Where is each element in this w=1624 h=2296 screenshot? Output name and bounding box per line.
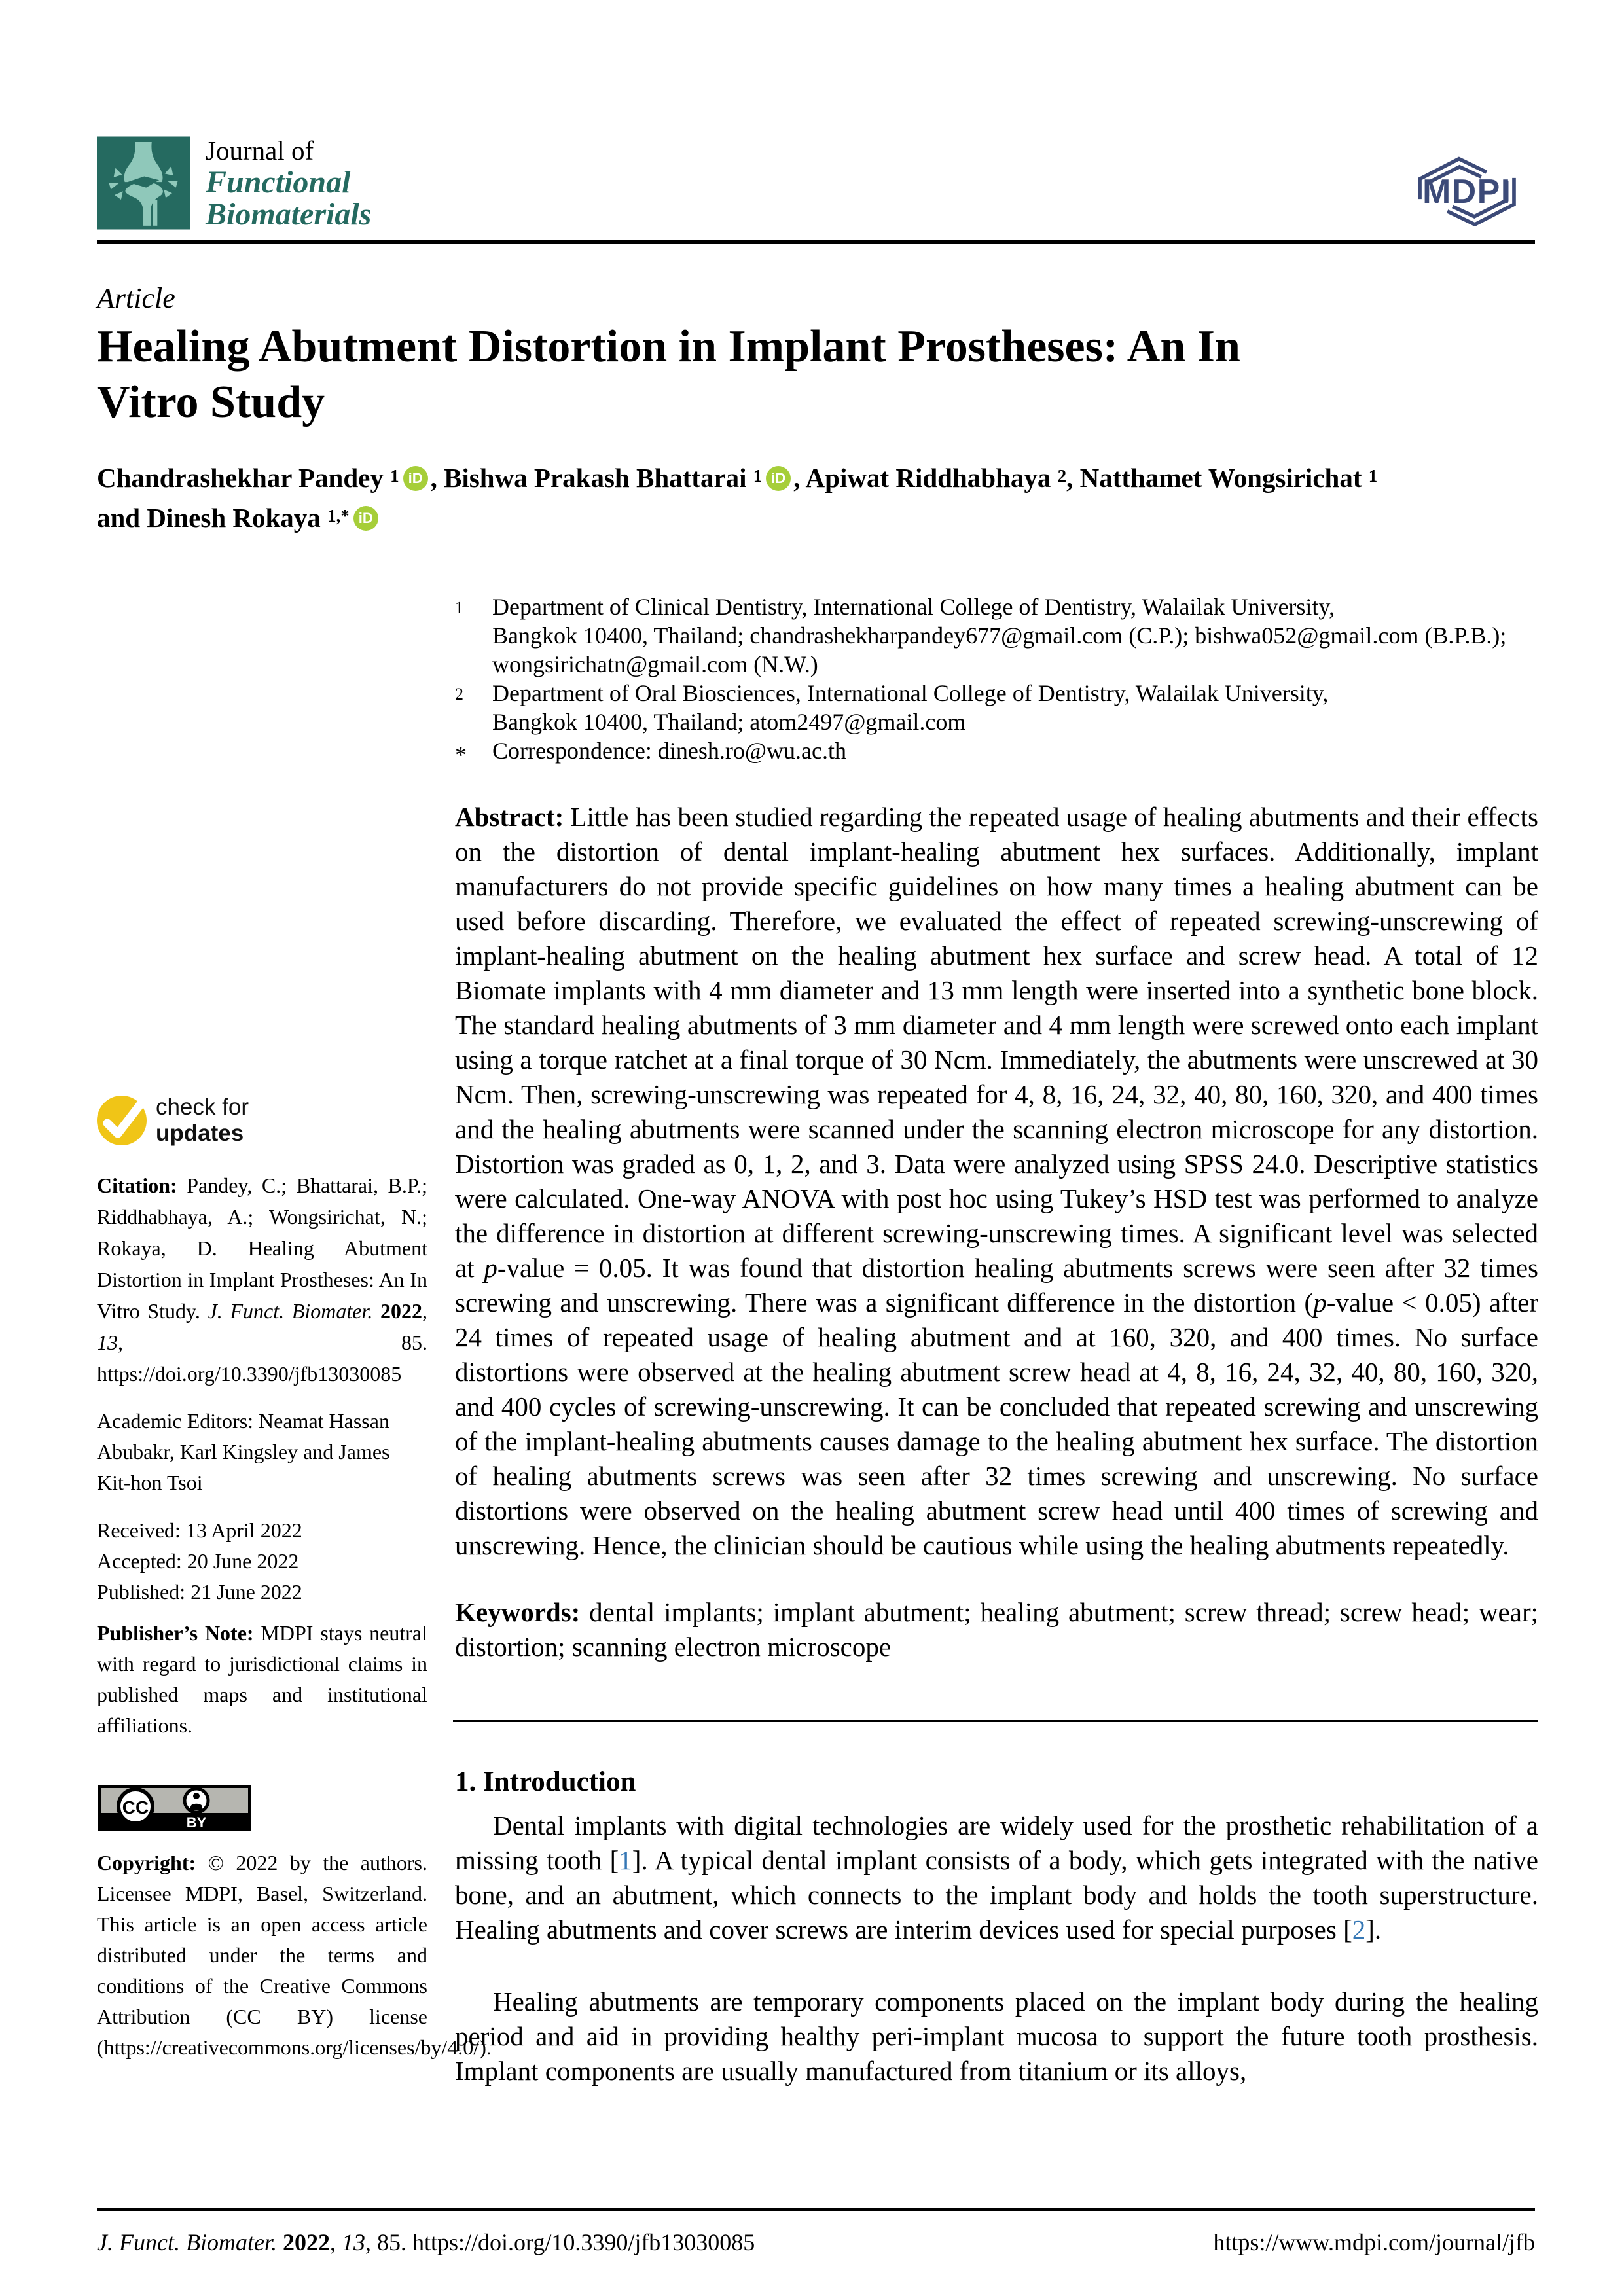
footer-citation (97, 2229, 755, 2256)
paragraph-text: Dental implants with digital technologies are widely used for the prosthetic rehabilitation of a missing tooth [ (455, 1810, 1538, 1875)
author-affiliation-sup: 1,* (327, 506, 350, 526)
author-affiliation-sup: 1 (390, 466, 399, 486)
mdpi-logo (1406, 145, 1528, 232)
accepted-date: Accepted: 20 June 2022 (97, 1549, 299, 1573)
orcid-icon[interactable]: iD (403, 466, 428, 491)
abstract-text: -value < 0.05) after 24 times of repeated usage of healing abutment and at 160, 320, and 400 times. No surface distortions were observed at the healing abutment screw head at 4, 8, 16, 24, 32, 40, 80, 160, 320, and 400 cycles of screwing-unscrewing. It can be concluded that repeated screwing and unscrewing of the implant-healing abutments causes damage to the healing abutment hex surface. The distortion of healing abutments screws was seen after 32 times screwing and unscrewing. No surface distortions were observed on the healing abutment screw head until 400 times of screwing and unscrewing. Hence, the clinician should be cautious while using the healing abutments repeatedly. (455, 1287, 1539, 1560)
affiliation-line: Bangkok 10400, Thailand; atom2497@gmail.com (492, 709, 966, 735)
copyright-text: © 2022 by the authors. Licensee MDPI, Basel, Switzerland. This article is an open access article distributed under the terms and conditions of the Creative Commons Attribution (CC BY) license (https://creativecommons.org/licenses/by/4.0/). (97, 1851, 492, 2059)
paragraph-text: ]. (1365, 1914, 1382, 1945)
mdpi-logo-text: MDPI (1422, 171, 1511, 210)
history-dates (97, 1515, 427, 1607)
affiliation-2 (455, 679, 1542, 736)
correspondence-line[interactable]: Correspondence: dinesh.ro@wu.ac.th (492, 738, 847, 764)
knee-joint-icon (97, 136, 190, 230)
reference-link-2[interactable]: 2 (1352, 1914, 1366, 1945)
author-separator: , (793, 463, 806, 493)
keywords-text: dental implants; implant abutment; healing abutment; screw thread; screw head; wear; distortion; scanning electron microscope (455, 1597, 1538, 1662)
author-name: Chandrashekhar Pandey (97, 463, 384, 493)
footer-journal: J. Funct. Biomater. (97, 2229, 283, 2255)
abstract-label: Abstract: (455, 802, 564, 832)
publisher-note (97, 1618, 427, 1741)
abstract-italic-p: p (484, 1253, 497, 1283)
footer-journal-link[interactable]: https://www.mdpi.com/journal/jfb (1213, 2229, 1535, 2255)
author-and: and (97, 503, 147, 533)
journal-name (206, 135, 371, 230)
citation-year: 2022 (380, 1299, 423, 1323)
author-separator: , (430, 463, 444, 493)
cc-by-icon (98, 1785, 251, 1831)
mdpi-hexagon-icon (1406, 145, 1528, 232)
copyright-block (97, 1848, 492, 2063)
title-line-1: Healing Abutment Distortion in Implant Prostheses: An In (97, 321, 1240, 372)
checkmark-icon (97, 1096, 147, 1145)
author-name: Dinesh Rokaya (147, 503, 321, 533)
citation-journal: J. Funct. Biomater. (208, 1299, 381, 1323)
affiliation-1 (455, 592, 1542, 679)
author-separator: , (1066, 463, 1080, 493)
section-heading-introduction: 1. Introduction (455, 1767, 636, 1797)
check-for-updates-icon (97, 1096, 147, 1145)
check-for-updates-text-2: updates (156, 1121, 244, 1146)
author-affiliation-sup: 1 (1368, 466, 1378, 486)
paragraph-text: ]. A typical dental implant consists of a body, which gets integrated with the native bone, and an abutment, which connects to the implant body and holds the tooth superstructure. Healing abutments and cover screws are interim devices used for special purposes [ (455, 1845, 1538, 1945)
abstract-text: -value = 0.05. It was found that distortion healing abutments screws were seen after 32 times screwing and unscrewing. There was a significant difference in the distortion ( (455, 1253, 1538, 1318)
affiliations (455, 592, 1542, 769)
copyright-label: Copyright: (97, 1851, 208, 1874)
cc-text: CC (122, 1797, 149, 1818)
title-line-2: Vitro Study (97, 377, 325, 427)
citation-doi[interactable]: , 85. https://doi.org/10.3390/jfb13030085 (97, 1331, 427, 1386)
affiliation-line: Bangkok 10400, Thailand; chandrashekharpandey677@gmail.com (C.P.); bishwa052@gmail.com (B.P.B.); (492, 622, 1507, 649)
footer-doi-link[interactable]: , 85. https://doi.org/10.3390/jfb13030085 (365, 2229, 755, 2255)
article-type-label: Article (97, 282, 175, 314)
correspondence-marker: * (455, 742, 467, 768)
author-name: Apiwat Riddhabhaya (805, 463, 1051, 493)
publisher-note-label: Publisher’s Note: (97, 1621, 261, 1645)
abstract-italic-p: p (1313, 1287, 1327, 1318)
check-for-updates-badge[interactable] (97, 1094, 249, 1147)
footer-volume: 13 (341, 2229, 365, 2255)
footer-year: 2022 (282, 2229, 330, 2255)
keywords-label: Keywords: (455, 1597, 581, 1627)
introduction-paragraph-1 (455, 1808, 1538, 1947)
affiliation-line: Department of Clinical Dentistry, International College of Dentistry, Walailak University, (492, 594, 1335, 620)
introduction-paragraph-2: Healing abutments are temporary components placed on the implant body during the healing period and aid in providing healthy peri-implant mucosa to support the future tooth prosthesis. Implant components are usually manufactured from titanium or its alloys, (455, 1986, 1538, 2086)
publisher-note-text: MDPI stays neutral with regard to jurisdictional claims in published maps and institutional affiliations. (97, 1621, 427, 1737)
journal-name-line1: Functional (206, 165, 351, 200)
author-affiliation-sup: 1 (753, 466, 763, 486)
check-for-updates-text-1: check for (156, 1094, 249, 1120)
orcid-icon[interactable]: iD (353, 506, 378, 531)
journal-name-line2: Biomaterials (206, 197, 372, 232)
citation-label: Citation: (97, 1174, 187, 1197)
author-name: Bishwa Prakash Bhattarai (444, 463, 747, 493)
author-affiliation-sup: 2 (1057, 466, 1067, 486)
published-date: Published: 21 June 2022 (97, 1580, 302, 1604)
affiliation-marker: 1 (455, 598, 463, 617)
cc-by-badge[interactable] (98, 1785, 251, 1831)
page-title (97, 319, 1445, 430)
by-text: BY (186, 1814, 207, 1831)
affiliation-line: Department of Oral Biosciences, International College of Dentistry, Walailak University, (492, 680, 1329, 706)
keywords-divider (453, 1720, 1538, 1722)
journal-logo (97, 136, 190, 230)
citation-text: , (422, 1299, 428, 1323)
reference-link-1[interactable]: 1 (619, 1845, 632, 1875)
correspondence (455, 736, 1542, 769)
author-list (97, 458, 1377, 538)
author-line-2 (97, 498, 1377, 538)
header-rule (97, 240, 1535, 244)
journal-name-prefix: Journal of (206, 135, 314, 166)
footer-rule (97, 2208, 1535, 2211)
abstract-text: Little has been studied regarding the repeated usage of healing abutments and their effects on the distortion of dental implant-healing abutment hex surfaces. Additionally, implant manufacturers do not provide specific guidelines on how many times a healing abutment can be used before discarding. Therefore, we evaluated the effect of repeated screwing-unscrewing of implant-healing abutment on the healing abutment hex surface and screw head. A total of 12 Biomate implants with 4 mm diameter and 13 mm length were inserted into a synthetic bone block. The standard healing abutments of 3 mm diameter and 4 mm length were screwed onto each implant using a torque ratchet at a final torque of 30 Ncm. Immediately, the abutments were unscrewed at 30 Ncm. Then, screwing-unscrewing was repeated for 4, 8, 16, 24, 32, 40, 80, 160, 320, and 400 times and the healing abutments were scanned under the scanning electron microscope for any distortion. Distortion was graded as 0, 1, 2, and 3. Data were analyzed using SPSS 24.0. Descriptive statistics were calculated. One-way ANOVA with post hoc using Tukey’s HSD test was performed to analyze the difference in distortion at different screwing-unscrewing times. A significant level was selected at (455, 802, 1538, 1283)
orcid-icon[interactable]: iD (766, 466, 791, 491)
abstract (455, 800, 1538, 1563)
keywords (455, 1595, 1538, 1664)
received-date: Received: 13 April 2022 (97, 1518, 302, 1542)
citation-text: Pandey, C.; Bhattarai, B.P.; Riddhabhaya, A.; Wongsirichat, N.; Rokaya, D. Healing Abutment Distortion in Implant Prostheses: An In Vitro Study. (97, 1174, 428, 1323)
citation-volume: 13 (97, 1331, 118, 1354)
author-line-1 (97, 458, 1377, 498)
academic-editors: Academic Editors: Neamat Hassan Abubakr, Karl Kingsley and James Kit-hon Tsoi (97, 1409, 390, 1494)
affiliation-line: wongsirichatn@gmail.com (N.W.) (492, 651, 818, 677)
citation-block (97, 1170, 427, 1390)
affiliation-marker: 2 (455, 685, 463, 704)
author-name: Natthamet Wongsirichat (1079, 463, 1362, 493)
footer-text: , (329, 2229, 342, 2255)
